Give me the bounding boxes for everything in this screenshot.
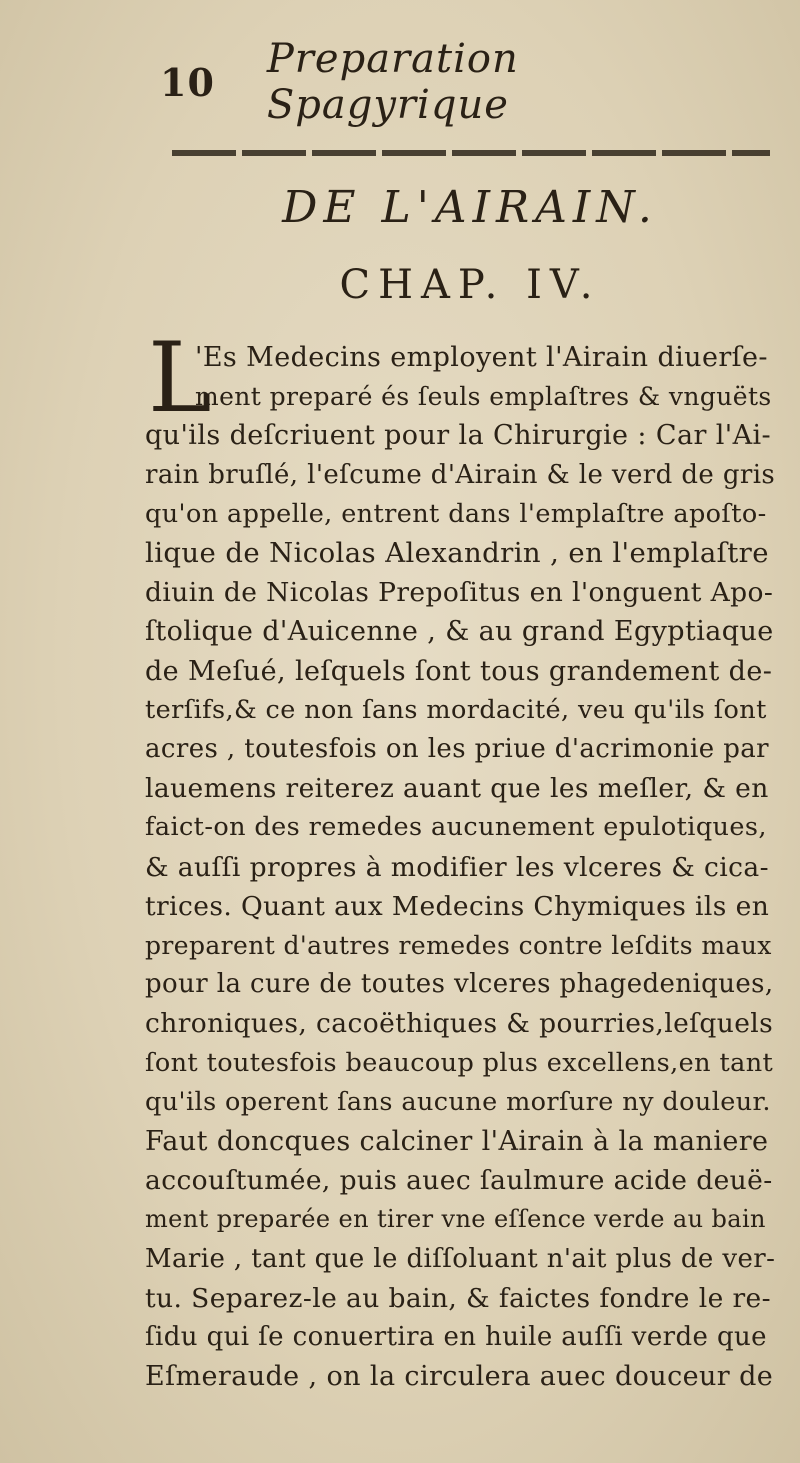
body-text: [145, 322, 777, 1396]
text-line: accouſtumée, puis auec ſaulmure acide deuë-: [145, 1165, 773, 1197]
chapter-heading: DE L'AIRAIN.: [282, 182, 658, 233]
chapter-number: CHAP. IV.: [339, 262, 601, 308]
text-line: ſidu qui ſe conuertira en huile auſſi verde que: [145, 1322, 767, 1353]
text-line: & auſſi propres à modifier les vlceres & cica-: [145, 851, 769, 883]
text-line: faict-on des remedes aucunement epulotiques,: [145, 812, 767, 843]
text-line: Marie , tant que le diſſoluant n'ait plus de ver-: [145, 1243, 776, 1274]
text-line: preparent d'autres remedes contre leſdits maux: [145, 931, 772, 961]
text-line: Eſmeraude , on la circulera auec douceur de: [145, 1361, 774, 1393]
text-line: lique de Nicolas Alexandrin , en l'emplaſtre: [145, 537, 769, 570]
text-line: qu'ils deſcriuent pour la Chirurgie : Car l'Ai-: [145, 420, 772, 452]
text-line: diuin de Nicolas Prepoſitus en l'onguent Apo-: [145, 577, 774, 609]
text-line: Faut doncques calciner l'Airain à la maniere: [145, 1126, 769, 1158]
text-line: ſont toutesfois beaucoup plus excellens,en tant: [145, 1047, 774, 1078]
text-line: tu. Separez-le au bain, & faictes fondre le re-: [145, 1282, 771, 1314]
text-line: ment preparée en tirer vne eſſence verde au bain: [145, 1205, 766, 1234]
text-line: pour la cure de toutes vlceres phagedeniques,: [145, 969, 774, 1000]
text-line: 'Es Medecins employent l'Airain diuerſe-: [195, 342, 768, 373]
drop-cap: L: [148, 322, 212, 434]
text-line: ment preparé és ſeuls emplaſtres & vnguëts: [195, 382, 772, 412]
text-line: ſtolique d'Auicenne , & au grand Egyptiaque: [145, 616, 774, 648]
text-line: lauemens reiterez auant que les meſler, & en: [145, 773, 769, 805]
text-line: trices. Quant aux Medecins Chymiques ils en: [145, 890, 770, 922]
text-line: terſifs,& ce non ſans mordacité, veu qu'ils ſont: [145, 694, 767, 725]
ornamental-rule: [172, 150, 770, 156]
text-line: chroniques, cacoëthiques & pourries,leſquels: [145, 1008, 774, 1040]
page-number: 10: [160, 59, 215, 105]
running-title: Preparation Spagyrique: [266, 36, 519, 128]
text-line: acres , toutesfois on les priue d'acrimonie par: [145, 734, 769, 765]
text-line: de Meſué, leſquels ſont tous grandement de-: [145, 655, 773, 687]
text-line: rain bruſlé, l'eſcume d'Airain & le verd de gris: [145, 459, 776, 490]
page-header: [160, 36, 760, 128]
text-line: qu'ils operent ſans aucune morſure ny douleur.: [145, 1086, 771, 1117]
text-line: qu'on appelle, entrent dans l'emplaſtre apoſto-: [145, 498, 767, 529]
